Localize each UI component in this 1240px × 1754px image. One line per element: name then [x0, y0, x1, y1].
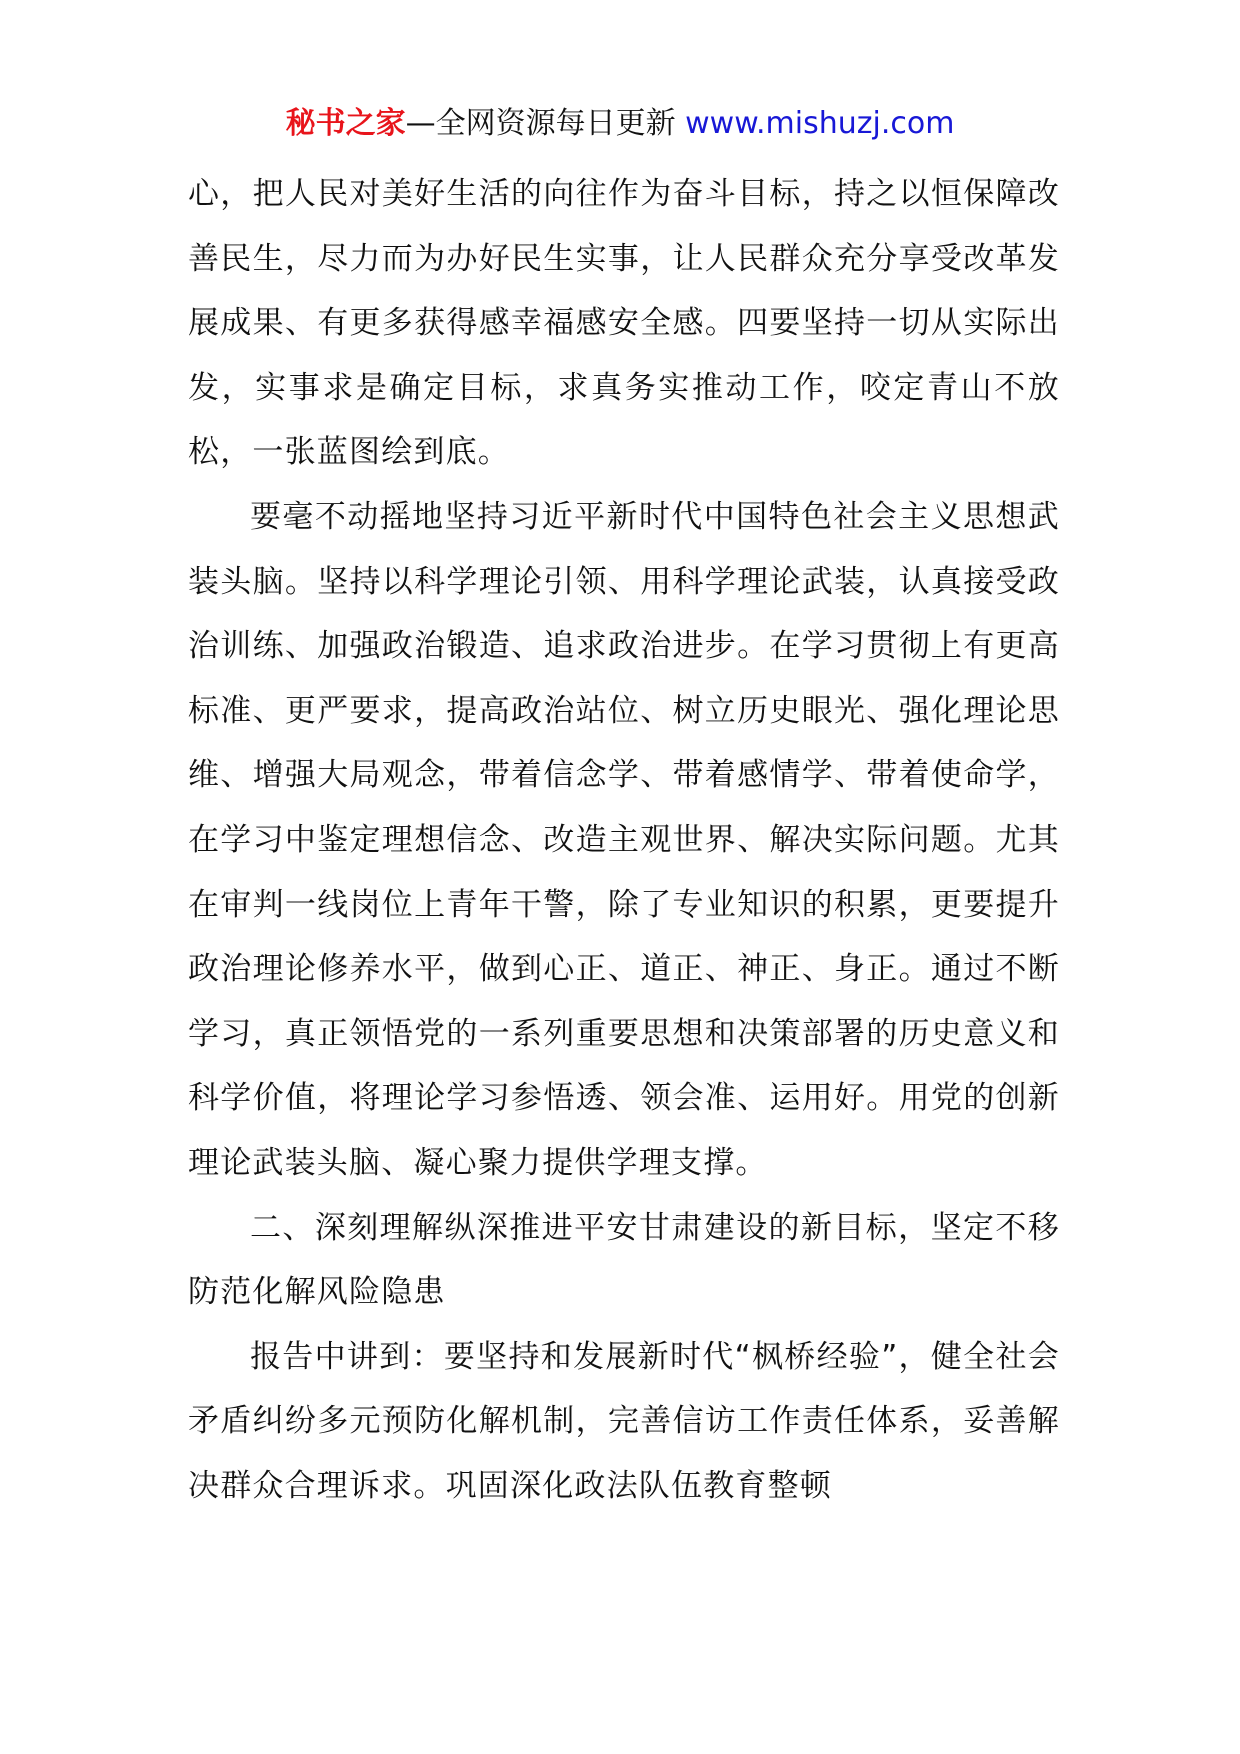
- header-tagline: —全网资源每日更新: [405, 106, 676, 141]
- watermark-header: [0, 100, 1240, 148]
- paragraph-report-quote: 报告中讲到：要坚持和发展新时代“枫桥经验”，健全社会矛盾纠纷多元预防化解机制，完善信访工作责任体系，妥善解决群众合理诉求。巩固深化政法队伍教育整顿: [188, 1338, 1060, 1504]
- section-heading-2: 二、深刻理解纵深推进平安甘肃建设的新目标，坚定不移防范化解风险隐患: [188, 1209, 1060, 1311]
- paragraph-theory-study: 要毫不动摇地坚持习近平新时代中国特色社会主义思想武装头脑。坚持以科学理论引领、用科学理论武装，认真接受政治训练、加强政治锻造、追求政治进步。在学习贯彻上有更高标准、更严要求，提高政治站位、树立历史眼光、强化理论思维、增强大局观念，带着信念学、带着感情学、带着使命学，在学习中鉴定理想信念、改造主观世界、解决实际问题。尤其在审判一线岗位上青年干警，除了专业知识的积累，更要提升政治理论修养水平，做到心正、道正、神正、身正。通过不断学习，真正领悟党的一系列重要思想和决策部署的历史意义和科学价值，将理论学习参悟透、领会准、运用好。用党的创新理论武装头脑、凝心聚力提供学理支撑。: [188, 498, 1060, 1181]
- site-url: www.mishuzj.com: [685, 106, 955, 141]
- document-body: [188, 162, 1060, 1518]
- paragraph-continuation: 心，把人民对美好生活的向往作为奋斗目标，持之以恒保障改善民生，尽力而为办好民生实事，让人民群众充分享受改革发展成果、有更多获得感幸福感安全感。四要坚持一切从实际出发，实事求是确定目标，求真务实推动工作，咬定青山不放松，一张蓝图绘到底。: [188, 176, 1060, 471]
- brand-name: 秘书之家: [285, 106, 406, 141]
